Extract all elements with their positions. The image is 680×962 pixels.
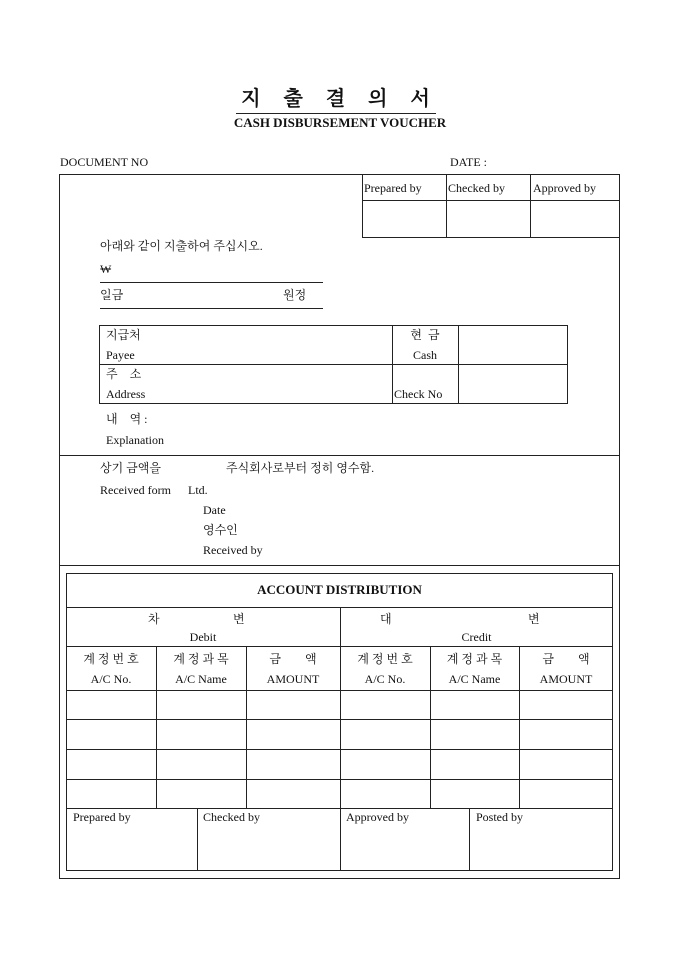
table-rule-line bbox=[469, 808, 470, 871]
table-rule-line bbox=[530, 174, 531, 238]
amount-suffix: 원정 bbox=[283, 288, 307, 302]
title-korean: 지 출 결 의 서 bbox=[241, 88, 439, 110]
title-underline bbox=[236, 113, 436, 114]
amount-line bbox=[100, 308, 323, 309]
table-row bbox=[66, 779, 613, 780]
approval-approved-label: Approved by bbox=[533, 181, 596, 195]
sign-approved-label: Approved by bbox=[346, 810, 409, 824]
payee-ko: 지급처 bbox=[106, 328, 141, 342]
table-row bbox=[66, 719, 613, 720]
col-credit-acno-en: A/C No. bbox=[364, 672, 406, 686]
received-from-label: Received form bbox=[100, 483, 171, 497]
credit-ko-2: 변 bbox=[528, 612, 540, 626]
col-debit-amount-en: AMOUNT bbox=[266, 672, 320, 686]
table-rule-line bbox=[246, 646, 247, 808]
credit-ko-1: 대 bbox=[380, 612, 392, 626]
table-row bbox=[66, 690, 613, 691]
title-english: CASH DISBURSEMENT VOUCHER bbox=[233, 115, 447, 130]
won-symbol: ₩ bbox=[100, 262, 112, 276]
table-rule-line bbox=[340, 808, 341, 871]
table-rule-line bbox=[156, 646, 157, 808]
col-credit-acname-ko: 계 정 과 목 bbox=[446, 652, 503, 666]
check-no-label: Check No bbox=[394, 387, 443, 401]
received-by-label: Received by bbox=[203, 543, 263, 557]
col-debit-acname-ko: 계 정 과 목 bbox=[173, 652, 229, 666]
col-debit-amount-ko: 금 액 bbox=[269, 652, 317, 666]
table-rule-line bbox=[197, 808, 198, 871]
section-divider bbox=[59, 455, 620, 456]
table-rule-line bbox=[99, 364, 568, 365]
address-en: Address bbox=[106, 387, 146, 401]
won-line bbox=[100, 282, 323, 283]
table-row bbox=[66, 749, 613, 750]
table-rule-line bbox=[458, 325, 459, 404]
request-text: 아래와 같이 지출하여 주십시오. bbox=[100, 239, 263, 253]
debit-ko-2: 변 bbox=[233, 612, 245, 626]
approval-checked-label: Checked by bbox=[448, 181, 505, 195]
table-rule-line bbox=[66, 646, 613, 647]
section-divider bbox=[59, 565, 620, 566]
col-credit-acname-en: A/C Name bbox=[448, 672, 501, 686]
receipt-ko-prefix: 상기 금액을 bbox=[100, 461, 161, 475]
col-credit-amount-en: AMOUNT bbox=[539, 672, 593, 686]
document-no-label: DOCUMENT NO bbox=[60, 155, 149, 169]
ltd-label: Ltd. bbox=[188, 483, 208, 497]
cash-ko: 현 금 bbox=[410, 328, 440, 342]
debit-ko-1: 차 bbox=[148, 612, 160, 626]
address-ko: 주 소 bbox=[106, 367, 142, 381]
explanation-ko: 내 역 : bbox=[106, 412, 148, 426]
table-rule-line bbox=[446, 174, 447, 238]
debit-en: Debit bbox=[189, 630, 217, 644]
approval-prepared-label: Prepared by bbox=[364, 181, 422, 195]
col-credit-amount-ko: 금 액 bbox=[542, 652, 590, 666]
col-credit-acno-ko: 계 정 번 호 bbox=[357, 652, 413, 666]
table-rule-line bbox=[430, 646, 431, 808]
credit-en: Credit bbox=[461, 630, 492, 644]
receipt-ko-suffix: 주식회사로부터 정히 영수함. bbox=[226, 461, 375, 475]
sign-prepared-label: Prepared by bbox=[73, 810, 131, 824]
col-debit-acname-en: A/C Name bbox=[175, 672, 227, 686]
amount-label: 일금 bbox=[100, 288, 124, 302]
cash-en: Cash bbox=[413, 348, 437, 362]
receiver-ko-label: 영수인 bbox=[203, 523, 238, 537]
payee-en: Payee bbox=[106, 348, 135, 362]
col-debit-acno-en: A/C No. bbox=[90, 672, 132, 686]
date-label: DATE : bbox=[450, 155, 487, 169]
sign-posted-label: Posted by bbox=[476, 810, 524, 824]
sign-checked-label: Checked by bbox=[203, 810, 260, 824]
table-rule-line bbox=[362, 200, 620, 201]
receipt-date-label: Date bbox=[203, 503, 226, 517]
table-rule-line bbox=[519, 646, 520, 808]
col-debit-acno-ko: 계 정 번 호 bbox=[83, 652, 139, 666]
explanation-en: Explanation bbox=[106, 433, 164, 447]
distribution-title: ACCOUNT DISTRIBUTION bbox=[257, 582, 422, 597]
